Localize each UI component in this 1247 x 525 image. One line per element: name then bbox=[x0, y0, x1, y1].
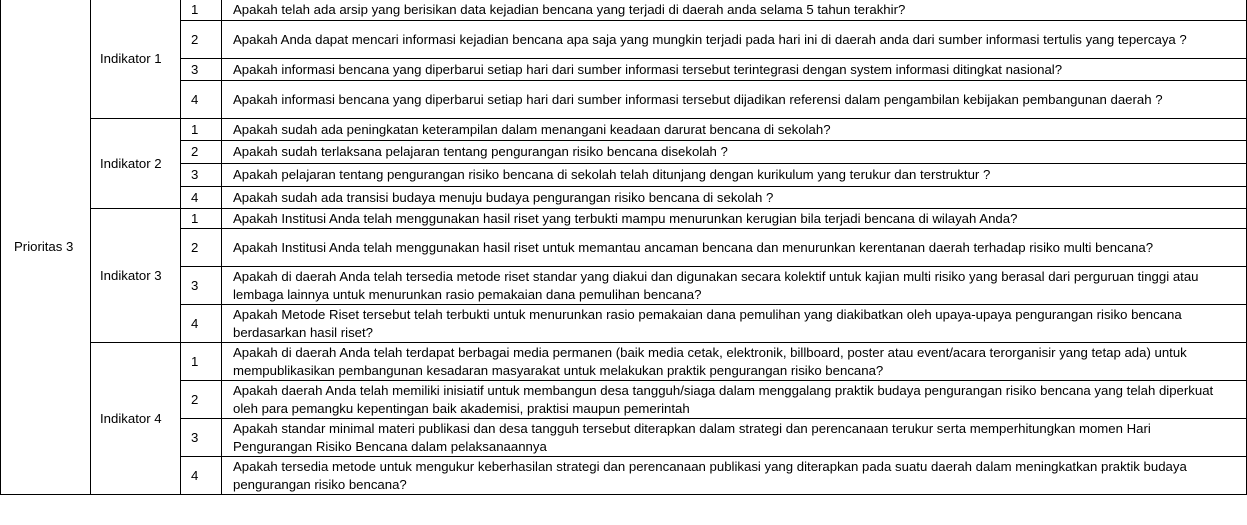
question-number: 4 bbox=[181, 187, 222, 209]
question-text: Apakah pelajaran tentang pengurangan risiko bencana di sekolah telah ditunjang dengan kurikulum yang terukur dan terstruktur ? bbox=[222, 164, 1247, 187]
question-number: 1 bbox=[181, 119, 222, 141]
question-number: 2 bbox=[181, 21, 222, 59]
question-number: 3 bbox=[181, 419, 222, 457]
table-row bbox=[1, 457, 1247, 495]
table-row bbox=[1, 419, 1247, 457]
table-row bbox=[1, 267, 1247, 305]
question-text: Apakah Institusi Anda telah menggunakan hasil riset yang terbukti mampu menurunkan kerugian bila terjadi bencana di wilayah Anda? bbox=[222, 209, 1247, 229]
question-text: Apakah Anda dapat mencari informasi kejadian bencana apa saja yang mungkin terjadi pada hari ini di daerah anda dari sumber informasi tertulis yang tepercaya ? bbox=[222, 21, 1247, 59]
question-text: Apakah Metode Riset tersebut telah terbukti untuk menurunkan rasio pemakaian dana pemulihan yang diakibatkan oleh upaya-upaya pengurangan risiko bencana berdasarkan hasil riset? bbox=[222, 305, 1247, 343]
priority-cell: Prioritas 3 bbox=[1, 0, 91, 495]
table-row bbox=[1, 187, 1247, 209]
question-number: 3 bbox=[181, 59, 222, 81]
question-number: 4 bbox=[181, 457, 222, 495]
question-text: Apakah Institusi Anda telah menggunakan hasil riset untuk memantau ancaman bencana dan menurunkan kerentanan daerah terhadap risiko multi bencana? bbox=[222, 229, 1247, 267]
question-number: 2 bbox=[181, 141, 222, 164]
table-row bbox=[1, 59, 1247, 81]
question-text: Apakah telah ada arsip yang berisikan data kejadian bencana yang terjadi di daerah anda selama 5 tahun terakhir? bbox=[222, 0, 1247, 21]
table-row bbox=[1, 343, 1247, 381]
question-text: Apakah standar minimal materi publikasi dan desa tangguh tersebut diterapkan dalam strategi dan perencanaan terukur serta memperhitungkan momen Hari Pengurangan Risiko Bencana dalam pelaksanaannya bbox=[222, 419, 1247, 457]
questionnaire-body bbox=[1, 0, 1247, 495]
question-text: Apakah tersedia metode untuk mengukur keberhasilan strategi dan perencanaan publikasi yang diterapkan pada suatu daerah dalam meningkatkan praktik budaya pengurangan risiko bencana? bbox=[222, 457, 1247, 495]
table-row bbox=[1, 164, 1247, 187]
question-text: Apakah di daerah Anda telah tersedia metode riset standar yang diakui dan digunakan secara kolektif untuk kajian multi risiko yang berasal dari perguruan tinggi atau lembaga lainnya untuk menurunkan rasio pemakaian dana pemulihan bencana? bbox=[222, 267, 1247, 305]
question-number: 2 bbox=[181, 229, 222, 267]
table-row bbox=[1, 21, 1247, 59]
table-row bbox=[1, 119, 1247, 141]
question-number: 3 bbox=[181, 267, 222, 305]
table-row bbox=[1, 305, 1247, 343]
question-text: Apakah sudah ada transisi budaya menuju budaya pengurangan risiko bencana di sekolah ? bbox=[222, 187, 1247, 209]
question-text: Apakah daerah Anda telah memiliki inisiatif untuk membangun desa tangguh/siaga dalam menggalang praktik budaya pengurangan risiko bencana yang telah diperkuat oleh para pemangku kepentingan baik akademisi, praktisi maupun pemerintah bbox=[222, 381, 1247, 419]
question-text: Apakah informasi bencana yang diperbarui setiap hari dari sumber informasi tersebut terintegrasi dengan system informasi ditingkat nasional? bbox=[222, 59, 1247, 81]
question-number: 4 bbox=[181, 81, 222, 119]
table-row bbox=[1, 209, 1247, 229]
question-number: 2 bbox=[181, 381, 222, 419]
question-number: 1 bbox=[181, 209, 222, 229]
question-text: Apakah di daerah Anda telah terdapat berbagai media permanen (baik media cetak, elektronik, billboard, poster atau event/acara terorganisir yang tetap ada) untuk mempublikasikan pembangunan kesadaran masyarakat untuk melakukan praktik pengurangan risiko bencana? bbox=[222, 343, 1247, 381]
question-number: 3 bbox=[181, 164, 222, 187]
indicator-cell: Indikator 3 bbox=[91, 209, 181, 343]
question-number: 1 bbox=[181, 343, 222, 381]
indicator-cell: Indikator 1 bbox=[91, 0, 181, 119]
table-row bbox=[1, 381, 1247, 419]
question-text: Apakah sudah terlaksana pelajaran tentang pengurangan risiko bencana disekolah ? bbox=[222, 141, 1247, 164]
indicator-cell: Indikator 4 bbox=[91, 343, 181, 495]
question-number: 1 bbox=[181, 0, 222, 21]
question-text: Apakah sudah ada peningkatan keterampilan dalam menangani keadaan darurat bencana di sekolah? bbox=[222, 119, 1247, 141]
indicator-cell: Indikator 2 bbox=[91, 119, 181, 209]
table-row bbox=[1, 229, 1247, 267]
question-text: Apakah informasi bencana yang diperbarui setiap hari dari sumber informasi tersebut dijadikan referensi dalam pengambilan kebijakan pembangunan daerah ? bbox=[222, 81, 1247, 119]
table-row bbox=[1, 81, 1247, 119]
table-row bbox=[1, 0, 1247, 21]
table-row bbox=[1, 141, 1247, 164]
question-number: 4 bbox=[181, 305, 222, 343]
